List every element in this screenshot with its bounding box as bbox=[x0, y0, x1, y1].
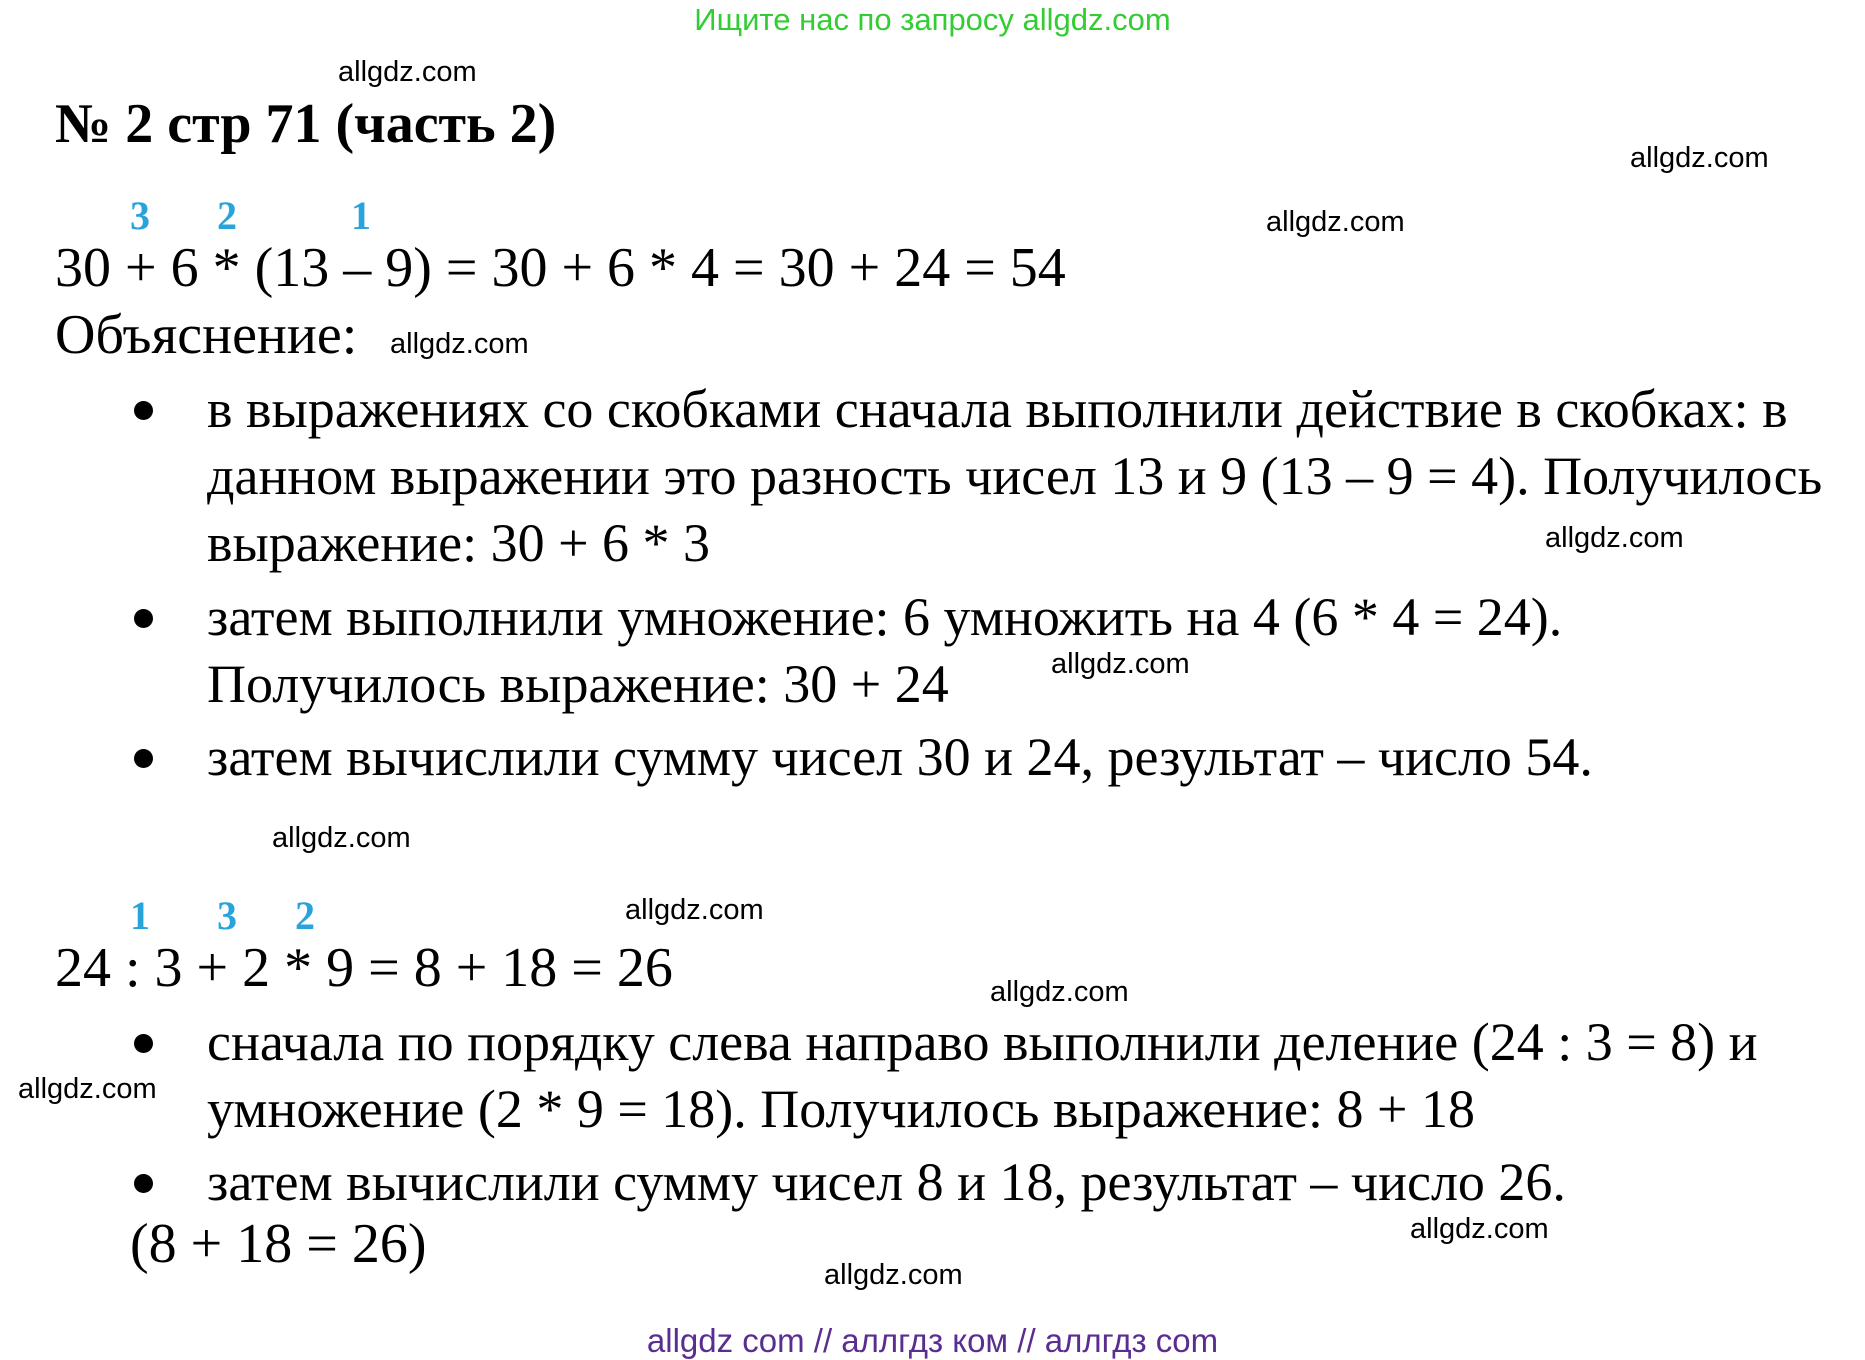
watermark: allgdz.com bbox=[1051, 648, 1190, 680]
watermark: allgdz.com bbox=[1410, 1213, 1549, 1245]
watermark: allgdz.com bbox=[338, 56, 477, 88]
expression-2: 24 : 3 + 2 * 9 = 8 + 18 = 26 bbox=[55, 937, 673, 999]
bullet-text: затем вычислили сумму чисел 8 и 18, результат – число 26. bbox=[207, 1152, 1566, 1212]
order-marker: 2 bbox=[295, 893, 315, 938]
watermark: allgdz.com bbox=[272, 822, 411, 854]
watermark: allgdz.com bbox=[18, 1073, 157, 1105]
watermark: allgdz.com bbox=[625, 894, 764, 926]
bullet-icon bbox=[134, 1174, 153, 1193]
watermark: allgdz.com bbox=[390, 328, 529, 360]
bullet-icon bbox=[134, 749, 153, 768]
bullet-text: в выражениях со скобками сначала выполнили действие в скобках: в данном выражении это разность чисел 13 и 9 (13 – 9 = 4). Получилось выражение: 30 + 6 * 3 bbox=[207, 379, 1823, 573]
watermark: allgdz.com bbox=[1630, 142, 1769, 174]
watermark: allgdz.com bbox=[1545, 522, 1684, 554]
check-expression: (8 + 18 = 26) bbox=[130, 1213, 427, 1275]
bullet-icon bbox=[134, 609, 153, 628]
order-marker: 3 bbox=[217, 893, 237, 938]
bullet-text: затем выполнили умножение: 6 умножить на 4 (6 * 4 = 24). Получилось выражение: 30 + 24 bbox=[207, 587, 1563, 714]
bullet-icon bbox=[134, 1034, 153, 1053]
expression-1: 30 + 6 * (13 – 9) = 30 + 6 * 4 = 30 + 24 = 54 bbox=[55, 237, 1066, 299]
bullet-text: затем вычислили сумму чисел 30 и 24, результат – число 54. bbox=[207, 727, 1593, 787]
watermark: allgdz.com bbox=[1266, 206, 1405, 238]
bullet-text: сначала по порядку слева направо выполнили деление (24 : 3 = 8) и умножение (2 * 9 = 18). Получилось выражение: 8 + 18 bbox=[207, 1012, 1758, 1139]
top-banner: Ищите нас по запросу allgdz.com bbox=[694, 2, 1171, 37]
order-marker: 3 bbox=[130, 193, 150, 238]
bullet-icon bbox=[134, 401, 153, 420]
order-marker: 1 bbox=[351, 193, 371, 238]
explanation-label: Объяснение: bbox=[55, 304, 358, 366]
order-marker: 2 bbox=[217, 193, 237, 238]
page-title: № 2 стр 71 (часть 2) bbox=[55, 93, 557, 155]
watermark: allgdz.com bbox=[824, 1259, 963, 1291]
watermark: allgdz.com bbox=[990, 976, 1129, 1008]
footer-watermark: allgdz com // аллгдз ком // аллгдз com bbox=[646, 1322, 1219, 1359]
order-marker: 1 bbox=[130, 893, 150, 938]
